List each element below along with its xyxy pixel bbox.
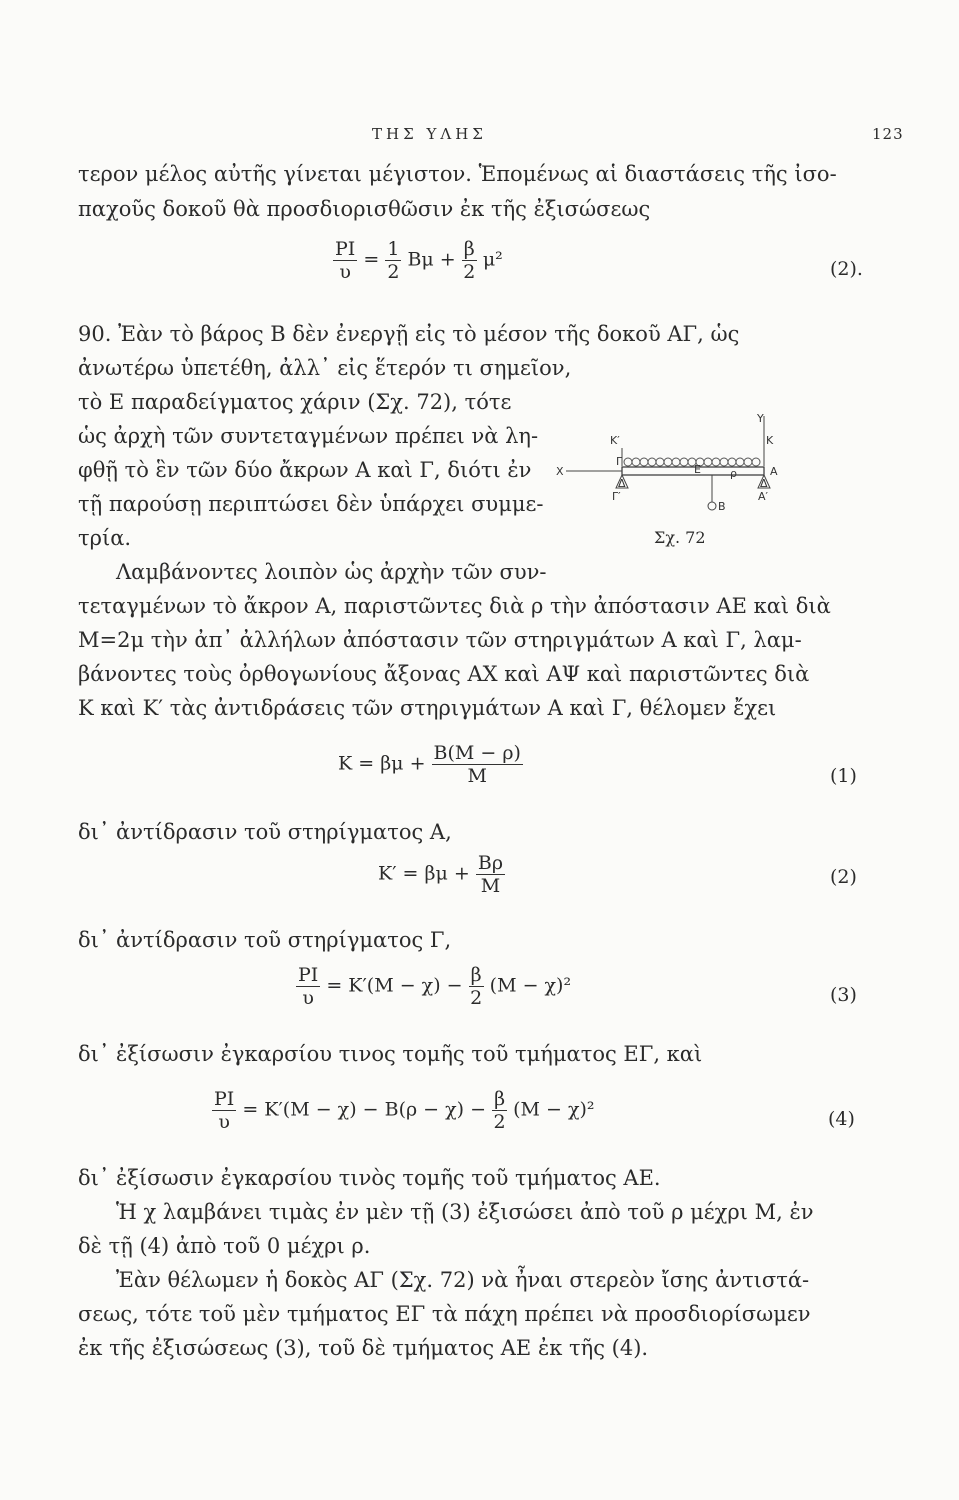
- fraction: $\frac{\beta}{2}$: [493, 1088, 506, 1133]
- fraction: $\frac{B(M - \rho)}{M}$: [433, 742, 521, 787]
- equation-number: (3): [830, 984, 857, 1006]
- text-line: δι᾽ ἀντίδρασιν τοῦ στηρίγματος Α,: [78, 820, 452, 844]
- text-line: δὲ τῇ (4) ἀπὸ τοῦ 0 μέχρι ρ.: [78, 1234, 371, 1258]
- weight-b: [708, 502, 716, 510]
- text-line: τεταγμένων τὸ ἄκρον Α, παριστῶντες διὰ ρ τὴν ἀπόστασιν ΑΕ καὶ διὰ: [78, 594, 831, 618]
- label-k: Κ: [766, 434, 774, 447]
- label-k-prime: Κ′: [610, 434, 620, 447]
- label-b: Β: [718, 500, 726, 513]
- text-line: Ἡ χ λαμβάνει τιμὰς ἐν μὲν τῇ (3) ἐξισώσει ἀπὸ τοῦ ρ μέχρι Μ, ἐν: [116, 1200, 814, 1224]
- label-delta-2: Δ: [760, 477, 768, 490]
- running-header: [0, 125, 959, 151]
- text-line: δι᾽ ἀντίδρασιν τοῦ στηρίγματος Γ,: [78, 928, 452, 952]
- equation-2: Κ′ = βμ + $\frac{B\rho}{M}$: [378, 852, 503, 897]
- fraction: $\frac{\beta}{2}$: [463, 238, 476, 283]
- text-line: Ἐὰν θέλωμεν ἡ δοκὸς ΑΓ (Σχ. 72) νὰ ἦναι στερεὸν ἴσης ἀντιστά-: [116, 1268, 810, 1292]
- label-x: Χ: [556, 465, 564, 478]
- text-line: βάνοντες τοὺς ὀρθογωνίους ἄξονας ΑΧ καὶ ΑΨ καὶ παριστῶντες διὰ: [78, 662, 810, 686]
- figure-caption: Σχ. 72: [654, 528, 706, 547]
- equation-1: Κ = βμ + $\frac{B(M - \rho)}{M}$: [338, 742, 521, 787]
- label-a: Α: [770, 465, 778, 478]
- equation-4: $\frac{PI}{\upsilon}$ = Κ′(Μ − χ) − Β(ρ − χ) − $\frac{\beta}{2}$ (Μ − χ)²: [214, 1088, 595, 1133]
- label-y: Y: [757, 412, 764, 425]
- label-g: Γ: [616, 455, 623, 468]
- text-line: τρία.: [78, 526, 132, 550]
- label-delta-1: Δ: [618, 477, 626, 490]
- page-number: 123: [872, 125, 904, 143]
- fraction: $\frac{PI}{\upsilon}$: [214, 1088, 235, 1133]
- equation-number: (1): [830, 765, 857, 787]
- text-line: Κ καὶ Κ′ τὰς ἀντιδράσεις τῶν στηριγμάτων Α καὶ Γ, θέλομεν ἔχει: [78, 696, 777, 720]
- text-line: τὸ Ε παραδείγματος χάριν (Σχ. 72), τότε: [78, 390, 512, 414]
- text-line: σεως, τότε τοῦ μὲν τμήματος ΕΓ τὰ πάχη πρέπει νὰ προσδιορίσωμεν: [78, 1302, 811, 1326]
- text-line: δι᾽ ἐξίσωσιν ἐγκαρσίου τινος τομῆς τοῦ τμήματος ΕΓ, καὶ: [78, 1042, 703, 1066]
- text-line: Μ=2μ τὴν ἀπ᾽ ἀλλήλων ἀπόστασιν τῶν στηριγμάτων Α καὶ Γ, λαμ-: [78, 628, 802, 652]
- fraction: $\frac{PI}{\upsilon}$: [298, 964, 319, 1009]
- text-line: φθῇ τὸ ἓν τῶν δύο ἄκρων Α καὶ Γ, διότι ἐν: [78, 458, 532, 482]
- equation-number: (4): [828, 1108, 855, 1130]
- fraction: $\frac{\beta}{2}$: [470, 964, 483, 1009]
- text-line: ὡς ἀρχὴ τῶν συντεταγμένων πρέπει νὰ λη-: [78, 424, 539, 448]
- text-line: 90. Ἐὰν τὸ βάρος Β δὲν ἐνεργῇ εἰς τὸ μέσον τῆς δοκοῦ ΑΓ, ὡς: [78, 322, 740, 346]
- text-line: ἀνωτέρω ὑπετέθη, ἀλλ᾽ εἰς ἕτερόν τι σημεῖον,: [78, 356, 572, 380]
- text-line: Λαμβάνοντες λοιπὸν ὡς ἀρχὴν τῶν συν-: [116, 560, 547, 584]
- text-line: τῇ παρούσῃ περιπτώσει δὲν ὑπάρχει συμμε-: [78, 492, 544, 516]
- label-e: Ε: [694, 463, 701, 476]
- label-rho: ρ: [730, 467, 737, 480]
- equation-2a: $\frac{PI}{\upsilon}$ = $\frac{1}{2}$ Βμ + $\frac{\beta}{2}$ μ²: [335, 238, 503, 283]
- text-line: ἐκ τῆς ἐξισώσεως (3), τοῦ δὲ τμήματος ΑΕ ἐκ τῆς (4).: [78, 1336, 649, 1360]
- equation-3: $\frac{PI}{\upsilon}$ = Κ′(Μ − χ) − $\frac{\beta}{2}$ (Μ − χ)²: [298, 964, 572, 1009]
- beam: [622, 467, 764, 475]
- text-line: τερον μέλος αὐτῆς γίνεται μέγιστον. Ἑπομένως αἱ διαστάσεις τῆς ἰσο-: [78, 162, 837, 186]
- text-line: παχοῦς δοκοῦ θὰ προσδιορισθῶσιν ἐκ τῆς ἐξισώσεως: [78, 197, 651, 221]
- fraction: $\frac{1}{2}$: [387, 238, 400, 283]
- distributed-load: [624, 458, 760, 466]
- label-a-prime: Α′: [758, 490, 769, 503]
- text-line: δι᾽ ἐξίσωσιν ἐγκαρσίου τινὸς τομῆς τοῦ τμήματος ΑΕ.: [78, 1166, 661, 1190]
- equation-number: (2).: [830, 258, 863, 280]
- label-g-prime: Γ′: [612, 490, 621, 503]
- fraction: $\frac{PI}{\upsilon}$: [335, 238, 356, 283]
- fraction: $\frac{B\rho}{M}$: [477, 852, 503, 897]
- header-title: ΤΗΣ ΥΛΗΣ: [372, 125, 487, 143]
- equation-number: (2): [830, 866, 857, 888]
